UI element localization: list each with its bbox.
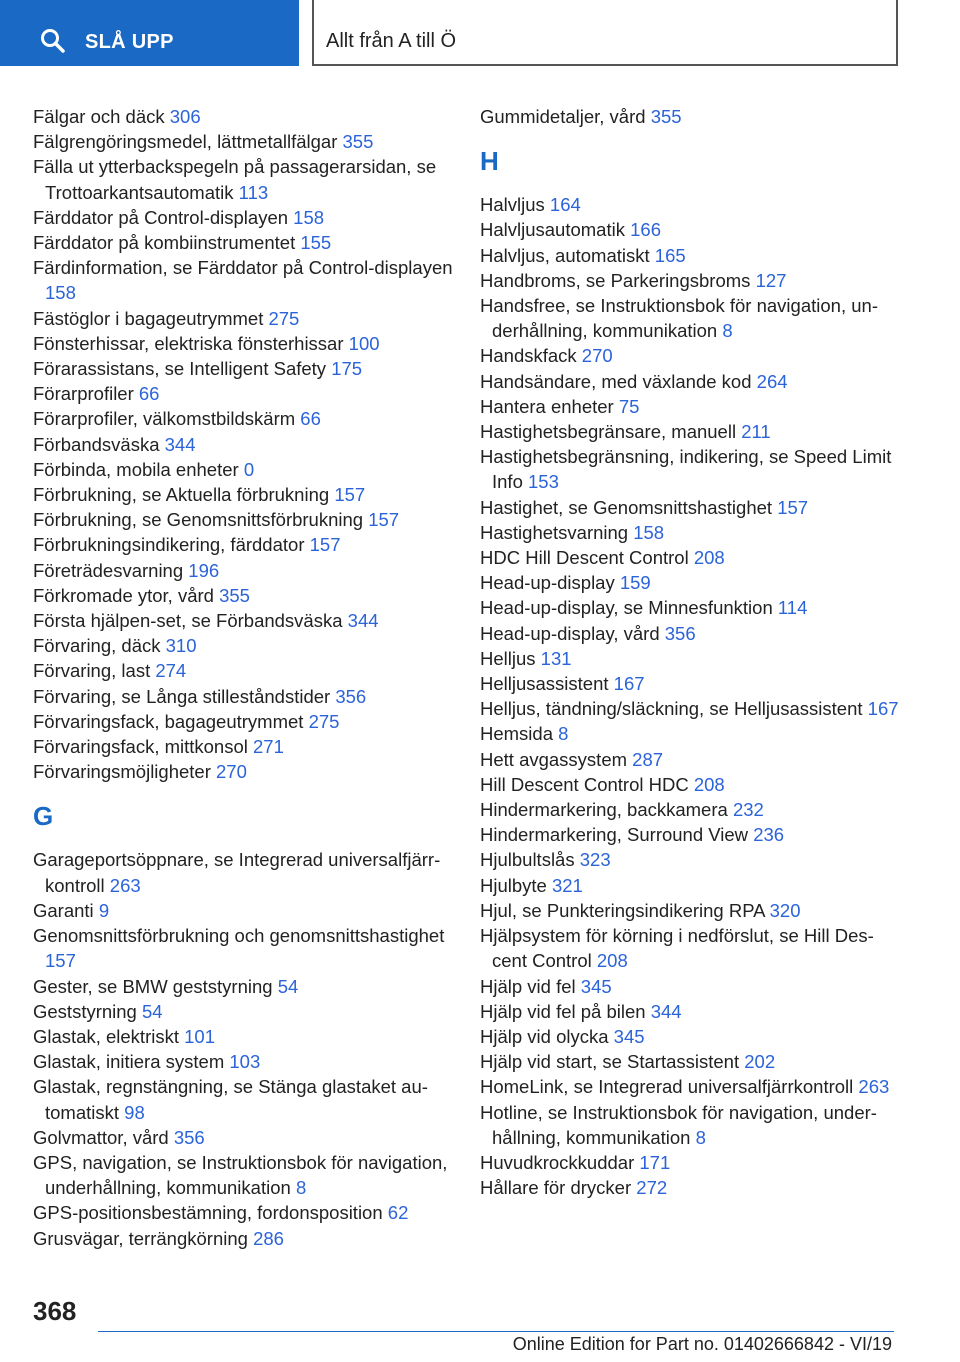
index-entry: [33, 684, 463, 709]
index-entry: [33, 898, 463, 923]
index-entry: [33, 974, 463, 999]
index-entry: [480, 243, 900, 268]
index-entry-page-link[interactable]: 131: [540, 647, 572, 669]
index-entry-page-link[interactable]: 127: [755, 269, 787, 291]
index-entry: [480, 772, 900, 797]
index-entry-page-link[interactable]: 66: [138, 383, 160, 405]
index-entry-text: Handbroms, se Parkeringsbroms: [480, 269, 751, 291]
index-entry-page-link[interactable]: 8: [295, 1177, 307, 1199]
index-entry-text: Hindermarkering, Surround View: [480, 824, 749, 846]
index-entry-text: Garanti: [33, 899, 94, 921]
index-entry-page-link[interactable]: 355: [650, 106, 682, 127]
index-entry: [480, 1175, 900, 1200]
index-entry-text: GPS-positionsbestämning, fordonsposition: [33, 1202, 383, 1224]
index-entry: [480, 999, 900, 1024]
index-entry: [33, 999, 463, 1024]
index-entry-page-link[interactable]: 157: [45, 950, 76, 972]
index-entry-page-link[interactable]: 208: [693, 547, 725, 569]
index-entry-text: Förvaring, däck: [33, 635, 161, 657]
index-entry: [33, 923, 463, 973]
index-entry-text: Helljus: [480, 647, 536, 669]
index-entry-text: Hastighetsvarning: [480, 521, 629, 543]
index-entry-text: Head-up-display: [480, 572, 615, 594]
index-entry: [480, 1150, 900, 1175]
index-entry-text: Helljus, tändning/släckning, se Helljusassistent: [480, 698, 863, 720]
search-button-label: SLÅ UPP: [85, 31, 174, 53]
index-entry: [33, 482, 463, 507]
index-entry-page-link[interactable]: 344: [164, 433, 196, 455]
index-entry-page-link[interactable]: 9: [98, 899, 110, 921]
index-entry: [33, 507, 463, 532]
index-entry-text: Fönsterhissar, elektriska fönsterhissar: [33, 332, 344, 354]
index-entry: [480, 217, 900, 242]
index-entry-text: Helljusassistent: [480, 673, 609, 695]
index-entry-text: Golvmattor, vård: [33, 1126, 169, 1148]
index-entry-page-link[interactable]: 356: [173, 1126, 205, 1148]
index-entry-text: Halvljus: [480, 194, 545, 216]
index-entry-page-link[interactable]: 164: [549, 194, 581, 216]
index-entry-page-link[interactable]: 306: [169, 106, 201, 127]
index-entry: [480, 1024, 900, 1049]
index-entry: [480, 974, 900, 999]
index-entry-text: Förarprofiler, välkomstbildskärm: [33, 408, 296, 430]
index-entry: [480, 646, 900, 671]
index-entry: [33, 306, 463, 331]
index-entry-page-link[interactable]: 323: [579, 849, 611, 871]
index-entry: [33, 230, 463, 255]
index-entry: [33, 633, 463, 658]
index-entry-page-link[interactable]: 355: [342, 131, 374, 153]
index-entry-text: Fästöglor i bagageutrymmet: [33, 307, 264, 329]
index-entry-page-link[interactable]: 355: [219, 584, 250, 606]
index-entry: [33, 847, 463, 897]
index-entry-page-link[interactable]: 345: [613, 1025, 645, 1047]
index-entry: [480, 419, 900, 444]
index-entry-page-link[interactable]: 202: [744, 1051, 776, 1073]
index-entry-text: Geststyrning: [33, 1000, 137, 1022]
index-entry: [33, 658, 463, 683]
index-entry-text: Förvaring, se Långa stilleståndstider: [33, 685, 331, 707]
index-entry: [33, 205, 463, 230]
index-entry-page-link[interactable]: 75: [618, 395, 640, 417]
index-entry-page-link[interactable]: 274: [155, 660, 187, 682]
index-entry: [480, 1100, 900, 1150]
index-list-g: [33, 847, 463, 1250]
index-entry-page-link[interactable]: 286: [253, 1227, 284, 1249]
index-entry: [33, 608, 463, 633]
index-entry-text: Förbrukning, se Genomsnittsförbrukning: [33, 509, 364, 531]
index-entry-page-link[interactable]: 263: [109, 874, 141, 896]
index-entry-page-link[interactable]: 157: [334, 484, 366, 506]
index-entry-page-link[interactable]: 264: [756, 370, 788, 392]
index-entry-page-link[interactable]: 356: [664, 622, 696, 644]
index-list-h: [480, 192, 900, 1200]
index-column-left: [33, 104, 463, 1251]
index-entry: [33, 381, 463, 406]
index-entry-text: Hjulbultslås: [480, 849, 575, 871]
index-entry-page-link[interactable]: 103: [229, 1051, 261, 1073]
index-entry-text: Glastak, initiera system: [33, 1051, 225, 1073]
index-entry: [480, 747, 900, 772]
index-entry: [480, 520, 900, 545]
index-entry-text: Huvudkrockkuddar: [480, 1151, 635, 1173]
search-icon: [40, 28, 66, 54]
index-entry-page-link[interactable]: 356: [335, 685, 367, 707]
index-entry: [33, 255, 463, 305]
index-entry: [33, 406, 463, 431]
index-entry-text: Förkromade ytor, vård: [33, 584, 214, 606]
index-entry: [480, 495, 900, 520]
index-entry-text: Hållare för drycker: [480, 1177, 632, 1199]
index-entry-text: Hjälp vid start, se Startassistent: [480, 1051, 740, 1073]
index-entry-text: Förbrukning, se Aktuella förbrukning: [33, 484, 330, 506]
index-entry-text: HomeLink, se Integrerad universalfjärrkontroll: [480, 1076, 854, 1098]
index-entry: [480, 293, 900, 343]
index-entry: [33, 1200, 463, 1225]
index-entry: [480, 1074, 900, 1099]
index-entry-text: Hastighetsbegränsning, indikering, se Speed Limit Info: [480, 446, 892, 493]
index-entry-text: Hjälp vid fel: [480, 975, 576, 997]
index-entry-page-link[interactable]: 232: [732, 799, 764, 821]
index-entry: [480, 268, 900, 293]
index-entry-text: Förvaringsmöjligheter: [33, 761, 211, 783]
index-entry: [33, 583, 463, 608]
index-entry: [480, 444, 900, 494]
index-entry-page-link[interactable]: 62: [387, 1202, 409, 1224]
index-entry-page-link[interactable]: 98: [124, 1101, 145, 1123]
index-entry-text: Hastighetsbegränsare, manuell: [480, 421, 737, 443]
index-entry: [33, 532, 463, 557]
index-entry: [480, 671, 900, 696]
index-entry-text: Färdinformation, se Färddator på Control-displayen: [33, 257, 453, 279]
index-entry: [33, 432, 463, 457]
index-entry-text: Halvljusautomatik: [480, 219, 625, 241]
index-entry-text: Fälgar och däck: [33, 106, 165, 127]
index-entry-text: GPS, navigation, se Instruktionsbok för navigation, underhållning, kommunikation: [33, 1151, 448, 1199]
index-entry-page-link[interactable]: 101: [184, 1025, 216, 1047]
index-entry-text: Hill Descent Control HDC: [480, 773, 689, 795]
index-entry-text: Första hjälpen-set, se Förbandsväska: [33, 610, 343, 632]
index-entry-page-link[interactable]: 275: [268, 307, 300, 329]
index-entry-text: Hett avgassystem: [480, 748, 628, 770]
index-entry-text: Förbrukningsindikering, färddator: [33, 534, 305, 556]
index-entry-text: Färddator på Control-displayen: [33, 206, 289, 228]
index-entry-page-link[interactable]: 208: [596, 950, 628, 972]
index-entry: [33, 356, 463, 381]
index-entry-text: Handsändare, med växlande kod: [480, 370, 752, 392]
index-entry-page-link[interactable]: 8: [695, 1126, 706, 1148]
index-entry-page-link[interactable]: 66: [300, 408, 321, 430]
index-entry-text: Garageportsöppnare, se Integrerad universalfjärrkontroll: [33, 849, 441, 896]
index-entry-page-link[interactable]: 208: [693, 773, 725, 795]
index-entry-page-link[interactable]: 114: [777, 597, 808, 619]
index-entry-text: HDC Hill Descent Control: [480, 547, 689, 569]
index-entry-page-link[interactable]: 113: [238, 181, 269, 203]
footer-edition-text: Online Edition for Part no. 01402666842 - VI/19: [512, 1334, 892, 1354]
index-entry-page-link[interactable]: 158: [45, 282, 76, 304]
index-entry: [33, 734, 463, 759]
index-entry-text: Förvaringsfack, bagageutrymmet: [33, 710, 304, 732]
page-number: 368: [33, 1296, 77, 1326]
index-entry: [480, 847, 900, 872]
section-title: Allt från A till Ö: [326, 30, 457, 52]
index-entry-page-link[interactable]: 345: [580, 975, 612, 997]
index-entry-page-link[interactable]: 166: [630, 219, 661, 241]
index-entry: [33, 104, 463, 129]
index-entry-page-link[interactable]: 344: [650, 1000, 682, 1022]
index-entry-text: Gummidetaljer, vård: [480, 106, 646, 127]
index-entry: [33, 457, 463, 482]
index-entry: [480, 721, 900, 746]
index-entry-page-link[interactable]: 196: [188, 559, 220, 581]
index-entry-text: Head-up-display, vård: [480, 622, 660, 644]
index-letter-g: G: [33, 801, 54, 832]
index-entry: [480, 343, 900, 368]
index-entry-page-link[interactable]: 270: [581, 345, 613, 367]
index-entry-page-link[interactable]: 263: [858, 1076, 890, 1098]
index-entry: [33, 709, 463, 734]
index-entry: [480, 595, 900, 620]
index-entry-text: Grusvägar, terrängkörning: [33, 1227, 248, 1249]
index-entry-page-link[interactable]: 153: [528, 471, 559, 493]
index-list-f: [33, 104, 463, 784]
index-entry: [480, 104, 900, 129]
index-entry-page-link[interactable]: 272: [636, 1177, 668, 1199]
index-entry: [33, 1049, 463, 1074]
index-entry: [480, 797, 900, 822]
index-entry: [33, 331, 463, 356]
index-entry: [480, 923, 900, 973]
section-title-box: [312, 0, 898, 66]
index-entry-text: Glastak, regnstängning, se Stänga glastaket automatiskt: [33, 1076, 428, 1123]
index-entry-page-link[interactable]: 167: [613, 673, 645, 695]
index-entry: [33, 1074, 463, 1124]
index-entry-text: Förbinda, mobila enheter: [33, 458, 239, 480]
index-entry-page-link[interactable]: 321: [551, 874, 583, 896]
index-entry-page-link[interactable]: 54: [142, 1000, 163, 1022]
index-entry-text: Hindermarkering, backkamera: [480, 799, 728, 821]
index-entry-text: Förarprofiler: [33, 383, 134, 405]
search-button[interactable]: [0, 0, 299, 66]
index-entry-page-link[interactable]: 320: [769, 899, 801, 921]
index-entry: [33, 1024, 463, 1049]
index-entry: [33, 759, 463, 784]
index-letter-h: H: [480, 146, 499, 177]
index-entry-page-link[interactable]: 54: [277, 975, 299, 997]
index-entry-page-link[interactable]: 8: [722, 320, 733, 342]
index-entry-text: Färddator på kombiinstrumentet: [33, 232, 296, 254]
index-entry: [33, 1226, 463, 1251]
index-entry-text: Glastak, elektriskt: [33, 1025, 179, 1047]
index-entry-text: Hjälp vid olycka: [480, 1025, 609, 1047]
index-entry-text: Hjälpsystem för körning i nedförslut, se Hill Descent Control: [480, 925, 874, 972]
index-entry-page-link[interactable]: 310: [165, 635, 197, 657]
index-entry-text: Företrädesvarning: [33, 559, 184, 581]
index-entry-text: Hastighet, se Genomsnittshastighet: [480, 496, 773, 518]
index-entry-page-link[interactable]: 0: [243, 458, 255, 480]
index-entry-text: Fälgrengöringsmedel, lättmetallfälgar: [33, 131, 338, 153]
index-entry-text: Genomsnittsförbrukning och genomsnittshastighet: [33, 925, 445, 947]
index-entry-page-link[interactable]: 270: [216, 761, 247, 783]
index-entry: [480, 192, 900, 217]
index-entry-page-link[interactable]: 157: [777, 496, 809, 518]
index-entry-text: Gester, se BMW geststyrning: [33, 975, 273, 997]
index-entry: [480, 545, 900, 570]
index-entry: [33, 1150, 463, 1200]
index-entry-page-link[interactable]: 159: [619, 572, 651, 594]
index-entry-page-link[interactable]: 157: [368, 509, 400, 531]
index-entry: [480, 621, 900, 646]
index-entry: [480, 1049, 900, 1074]
index-entry-text: Förvaringsfack, mittkonsol: [33, 736, 248, 758]
index-entry-page-link[interactable]: 175: [331, 358, 363, 380]
index-entry: [480, 570, 900, 595]
index-entry-text: Förvaring, last: [33, 660, 151, 682]
index-entry-page-link[interactable]: 171: [639, 1151, 671, 1173]
index-entry-text: Hotline, se Instruktionsbok för navigation, underhållning, kommunikation: [480, 1101, 877, 1148]
index-entry-page-link[interactable]: 344: [347, 610, 379, 632]
footer-divider: [98, 1331, 894, 1332]
index-entry-text: Halvljus, automatiskt: [480, 244, 650, 266]
index-entry-text: Förarassistans, se Intelligent Safety: [33, 358, 327, 380]
index-entry: [33, 129, 463, 154]
index-entry-text: Handsfree, se Instruktionsbok för navigation, underhållning, kommunikation: [480, 295, 878, 342]
index-entry: [33, 558, 463, 583]
index-entry: [33, 1125, 463, 1150]
index-column-right: [480, 104, 900, 1200]
index-entry: [480, 873, 900, 898]
index-entry-page-link[interactable]: 211: [741, 421, 771, 443]
index-entry-page-link[interactable]: 271: [253, 736, 284, 758]
index-entry-text: Hjul, se Punkteringsindikering RPA: [480, 899, 765, 921]
index-entry-text: Hemsida: [480, 723, 553, 745]
index-entry-page-link[interactable]: 287: [632, 748, 664, 770]
index-entry-page-link[interactable]: 158: [633, 521, 665, 543]
index-entry-text: Förbandsväska: [33, 433, 160, 455]
index-entry-page-link[interactable]: 100: [348, 332, 380, 354]
index-entry-page-link[interactable]: 275: [308, 710, 340, 732]
index-entry-page-link[interactable]: 8: [558, 723, 569, 745]
index-entry-page-link[interactable]: 155: [300, 232, 332, 254]
index-entry: [480, 822, 900, 847]
index-entry-text: Fälla ut ytterbackspegeln på passagerarsidan, se Trottoarkantsautomatik: [33, 156, 437, 203]
index-entry: [480, 696, 900, 721]
index-entry-page-link[interactable]: 167: [867, 698, 899, 720]
index-entry-text: Hjulbyte: [480, 874, 547, 896]
top-bar: [0, 0, 960, 66]
index-list-g-continued: [480, 104, 900, 129]
index-entry-text: Handskfack: [480, 345, 577, 367]
index-entry-page-link[interactable]: 236: [753, 824, 785, 846]
index-entry-text: Head-up-display, se Minnesfunktion: [480, 597, 773, 619]
index-entry-page-link[interactable]: 158: [293, 206, 325, 228]
index-entry: [480, 394, 900, 419]
index-entry-text: Hantera enheter: [480, 395, 614, 417]
index-entry-page-link[interactable]: 157: [309, 534, 341, 556]
index-entry: [480, 898, 900, 923]
index-entry: [33, 154, 463, 204]
index-entry-page-link[interactable]: 165: [654, 244, 686, 266]
index-entry: [480, 369, 900, 394]
index-entry-text: Hjälp vid fel på bilen: [480, 1000, 646, 1022]
